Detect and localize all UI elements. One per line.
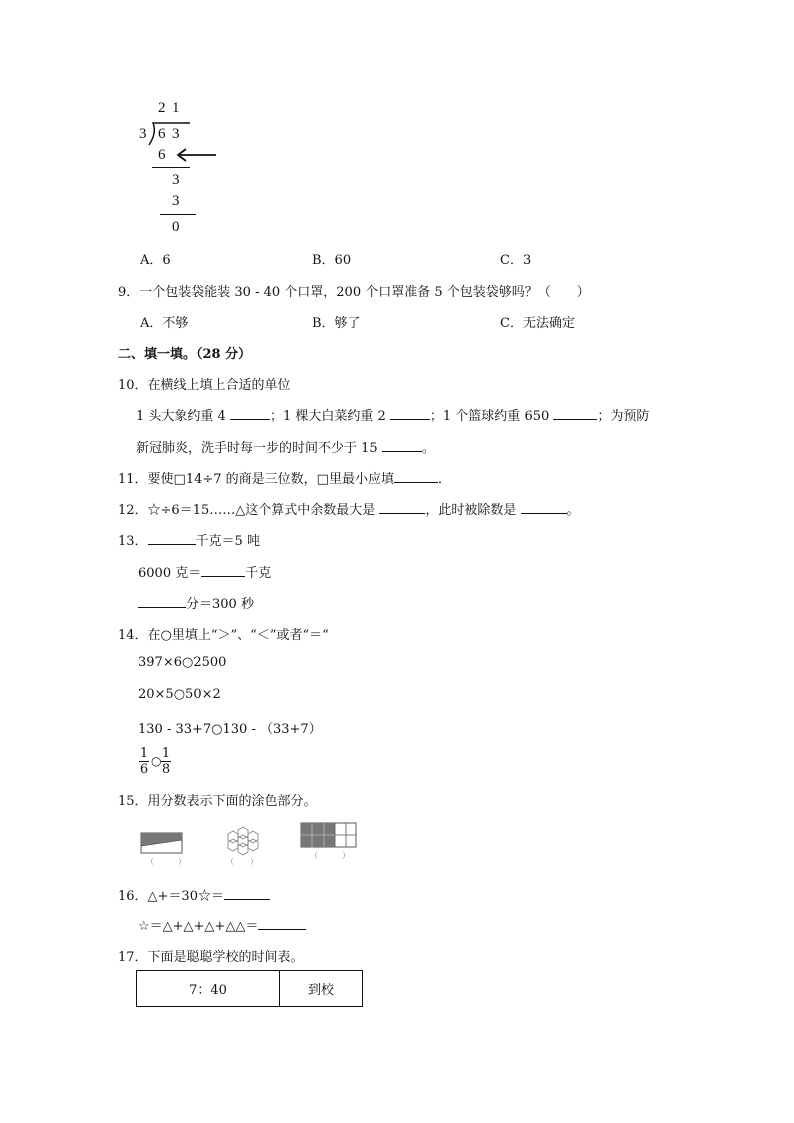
q16-line2 (138, 915, 306, 934)
answer-blank[interactable] (394, 470, 438, 483)
q8-option-a[interactable]: A．6 (140, 253, 171, 268)
q9-option-a[interactable]: A．不够 (140, 316, 189, 331)
hexagon-flower-figure (222, 826, 264, 858)
numerator: 1 (139, 746, 149, 761)
q16-text: 16．△+＝30☆＝ (118, 889, 224, 904)
q10-text: ；1 个篮球约重 650 (429, 409, 554, 424)
q13-line3 (138, 593, 254, 612)
q14-item[interactable]: 397×6○2500 (138, 655, 227, 670)
division-rule (152, 167, 190, 168)
partial-product: 6 (158, 147, 166, 163)
shaded-grid-figure (300, 822, 358, 850)
q13-text: 千克 (245, 566, 272, 581)
dividend-digit: 3 (172, 126, 180, 142)
q17-stem: 17．下面是聪聪学校的时间表。 (118, 950, 304, 965)
q10-text: 。 (421, 441, 435, 456)
q13-text: 分＝300 秒 (186, 597, 254, 612)
q8-option-c[interactable]: C．3 (500, 253, 532, 268)
q10-stem: 10．在横线上填上合适的单位 (118, 378, 291, 393)
figure-caption: （ ） (226, 857, 258, 866)
quotient-digit: 1 (172, 100, 180, 116)
table-row (137, 971, 363, 1007)
fraction-left (139, 746, 149, 777)
fraction-right (161, 746, 171, 777)
denominator: 8 (161, 762, 171, 777)
arrow-left-icon (176, 148, 218, 162)
figure-caption: （ ） (146, 857, 186, 866)
q10-line1 (136, 405, 649, 424)
answer-blank[interactable] (390, 407, 430, 420)
q13-line2 (138, 562, 271, 581)
partial-product: 3 (172, 193, 180, 209)
q10-text: 1 头大象约重 4 (136, 409, 230, 424)
answer-blank[interactable] (258, 917, 306, 930)
q12 (118, 499, 580, 518)
q14-stem: 14．在○里填上“＞”、“＜”或者“＝“ (118, 628, 329, 643)
q10-text: ；1 棵大白菜约重 2 (269, 409, 390, 424)
q16-text: ☆＝△+△+△+△△＝ (138, 919, 259, 934)
answer-blank[interactable] (201, 564, 245, 577)
compare-circle[interactable]: ○ (151, 754, 162, 768)
q10-text: ；为预防 (597, 409, 650, 424)
answer-blank[interactable] (224, 887, 270, 900)
quotient-digit: 2 (158, 100, 166, 116)
bring-down-digit: 3 (172, 172, 180, 188)
q12-text: 12．☆÷6＝15……△这个算式中余数最大是 (118, 503, 380, 518)
division-rule (160, 214, 196, 215)
table-cell: 到校 (280, 971, 363, 1007)
q12-text: 。 (566, 503, 580, 518)
answer-blank[interactable] (521, 501, 567, 514)
q9-option-b[interactable]: B．够了 (312, 316, 361, 331)
numerator: 1 (161, 746, 171, 761)
dividend-digit: 6 (158, 126, 166, 142)
q13-text: 13． (118, 534, 148, 549)
timetable (136, 970, 363, 1007)
denominator: 6 (139, 762, 149, 777)
answer-blank[interactable] (148, 532, 196, 545)
answer-blank[interactable] (379, 501, 425, 514)
q13-line1 (118, 530, 260, 549)
q12-text: ，此时被除数是 (425, 503, 521, 518)
remainder: 0 (172, 219, 180, 235)
q9-stem: 9．一个包装袋能装 30 - 40 个口罩，200 个口罩准备 5 个包装袋够吗？（ ） (118, 285, 590, 300)
table-cell: 7：40 (137, 971, 280, 1007)
answer-blank[interactable] (553, 407, 597, 420)
q11-text: ． (437, 472, 451, 487)
shaded-rectangle-figure (140, 832, 184, 856)
q10-text: 新冠肺炎，洗手时每一步的时间不少于 15 (136, 441, 382, 456)
q16-line1 (118, 885, 270, 904)
q15-stem: 15．用分数表示下面的涂色部分。 (118, 794, 317, 809)
q9-option-c[interactable]: C．无法确定 (500, 316, 575, 331)
q11-text: 11．要使□14÷7 的商是三位数，□里最小应填 (118, 472, 394, 487)
divisor: 3 (139, 126, 147, 142)
division-bracket (148, 121, 192, 147)
q14-item[interactable]: 20×5○50×2 (138, 687, 221, 702)
figure-caption: （ ） (310, 851, 350, 860)
q8-option-b[interactable]: B．60 (312, 253, 352, 268)
section-heading: 二、填一填。（28 分） (118, 347, 252, 362)
q10-line2 (136, 437, 435, 456)
q14-item[interactable]: 130 - 33+7○130 - （33+7） (138, 722, 322, 737)
q11 (118, 468, 451, 487)
answer-blank[interactable] (382, 439, 422, 452)
q13-text: 6000 克＝ (138, 566, 202, 581)
q13-text: 千克＝5 吨 (195, 534, 260, 549)
answer-blank[interactable] (230, 407, 270, 420)
answer-blank[interactable] (138, 595, 186, 608)
